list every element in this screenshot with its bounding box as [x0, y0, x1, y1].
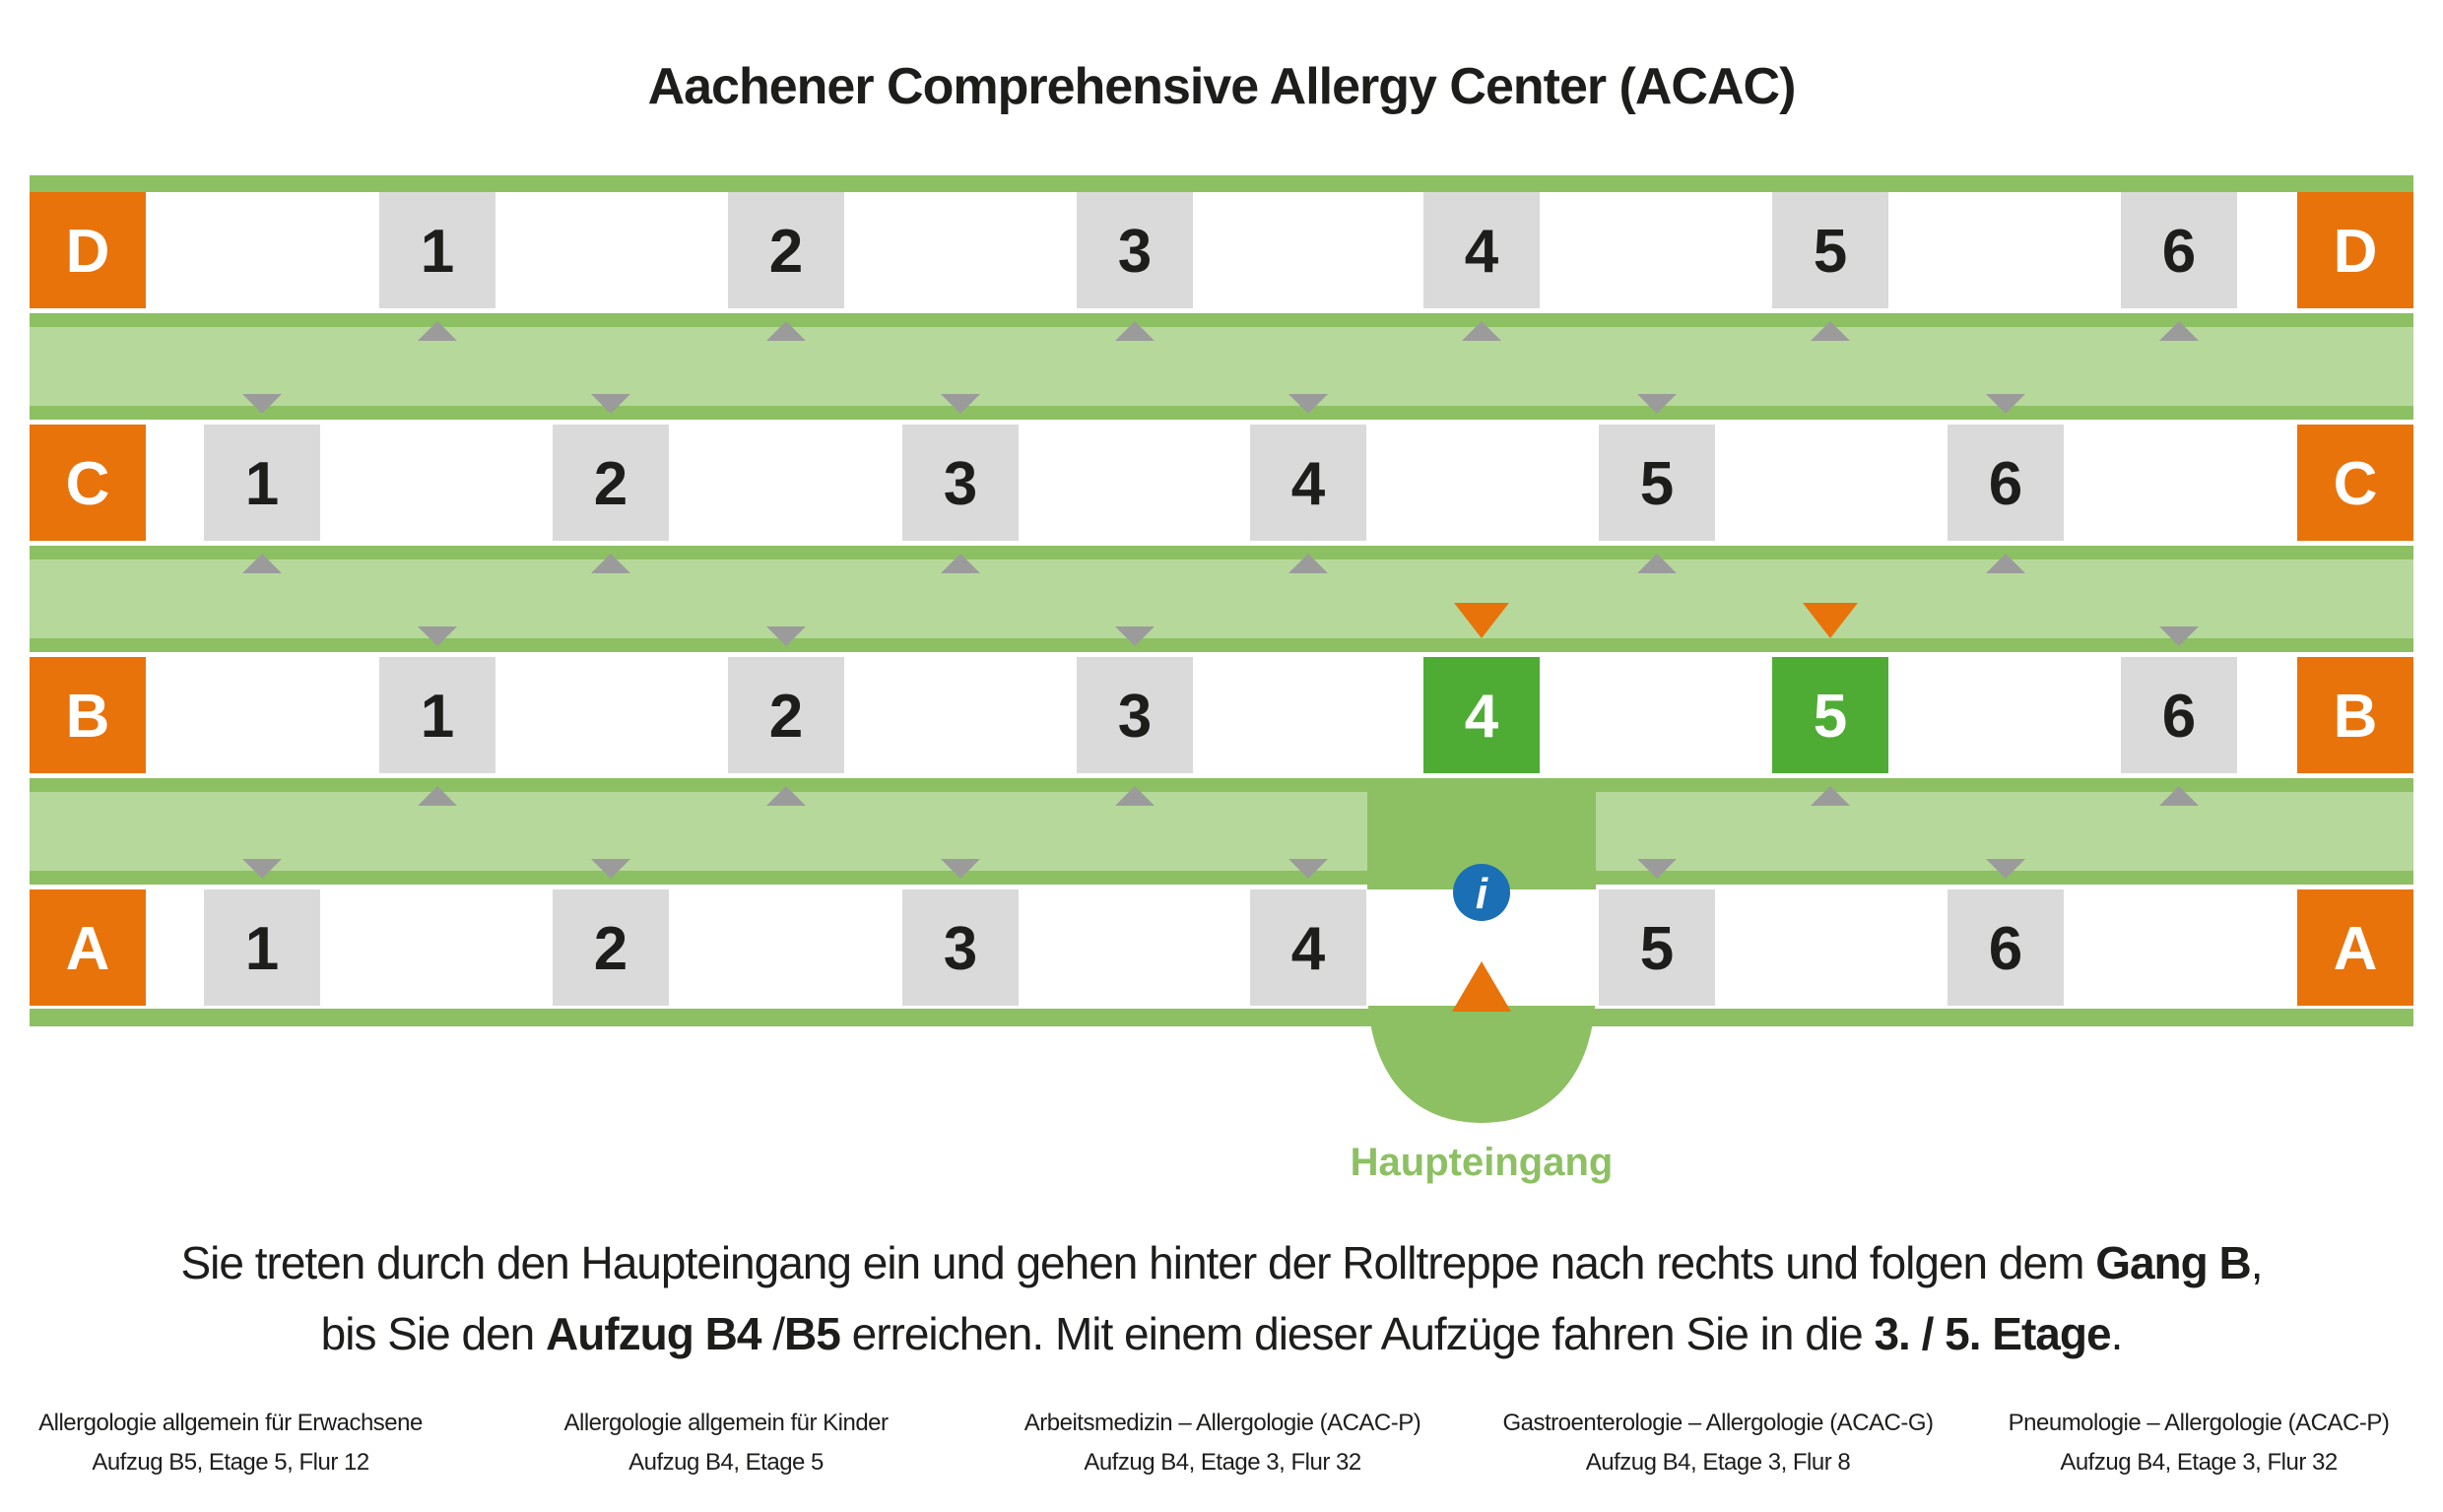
band-c-b [30, 554, 2413, 646]
separator-line [30, 406, 2413, 420]
elevator-number: 3 [1117, 683, 1153, 751]
department-location: Aufzug B4, Etage 3, Flur 32 [1084, 1449, 1361, 1476]
elevator-a5[interactable] [1599, 889, 1715, 1006]
department-name: Allergologie allgemein für Erwachsene [38, 1410, 423, 1436]
elevator-number: 1 [244, 450, 280, 518]
separator-line [30, 778, 2413, 792]
elevator-c5[interactable] [1599, 425, 1715, 541]
elevator-number: 2 [593, 915, 628, 983]
corridor-letter: D [2333, 218, 2378, 286]
map-border-bottom [30, 1009, 2413, 1026]
corridor-letter: A [2333, 915, 2378, 983]
department-location: Aufzug B4, Etage 3, Flur 32 [2060, 1449, 2338, 1476]
elevator-b5[interactable] [1772, 657, 1888, 773]
department-entry [490, 1404, 962, 1482]
elevator-number: 2 [768, 218, 804, 286]
corridor-letter: A [65, 915, 110, 983]
instruction-text: Sie treten durch den Haupteingang ein und gehen hinter der Rolltreppe nach rechts und folgen dem [180, 1237, 2096, 1288]
band-b-a [30, 786, 2413, 879]
band-d-c [30, 321, 2413, 414]
info-icon-glyph: i [1475, 870, 1488, 918]
department-location: Aufzug B4, Etage 3, Flur 8 [1585, 1449, 1851, 1476]
instruction-highlight: 3. / 5. Etage [1874, 1308, 2111, 1359]
instruction-line-2 [0, 1307, 2443, 1360]
info-icon[interactable] [1453, 864, 1510, 921]
corridor-label-a [30, 889, 146, 1006]
corridor-label-d [30, 192, 146, 308]
corridor-label-b [30, 657, 146, 773]
elevator-number: 1 [244, 915, 280, 983]
instruction-highlight: B5 [784, 1308, 840, 1359]
elevator-number: 4 [1290, 915, 1326, 983]
elevator-a2[interactable] [553, 889, 669, 1006]
corridor-letter: B [65, 683, 110, 751]
department-entry [1482, 1404, 1954, 1482]
corridor-label-c [30, 425, 146, 541]
elevator-number: 2 [768, 683, 804, 751]
elevator-d2[interactable] [728, 192, 844, 308]
elevator-number: 5 [1639, 915, 1675, 983]
elevator-c4[interactable] [1250, 425, 1366, 541]
department-name: Pneumologie – Allergologie (ACAC-P) [2008, 1410, 2390, 1436]
map-border-top [30, 175, 2413, 193]
department-name: Gastroenterologie – Allergologie (ACAC-G) [1502, 1410, 1934, 1436]
department-name: Arbeitsmedizin – Allergologie (ACAC-P) [1023, 1410, 1421, 1436]
elevator-a3[interactable] [902, 889, 1019, 1006]
elevator-a6[interactable] [1948, 889, 2064, 1006]
elevator-d1[interactable] [379, 192, 495, 308]
elevator-b6[interactable] [2121, 657, 2237, 773]
separator-line [30, 638, 2413, 652]
elevator-number: 4 [1464, 218, 1499, 286]
instruction-text: / [760, 1308, 785, 1359]
elevator-b1[interactable] [379, 657, 495, 773]
elevator-number: 5 [1639, 450, 1675, 518]
elevator-number: 5 [1813, 683, 1848, 751]
instruction-line-1 [0, 1236, 2443, 1289]
corridor-letter: D [65, 218, 110, 286]
elevator-c3[interactable] [902, 425, 1019, 541]
elevator-number: 1 [420, 683, 455, 751]
separator-line [30, 871, 2413, 885]
elevator-number: 2 [593, 450, 628, 518]
separator-line [30, 313, 2413, 327]
elevator-number: 3 [1117, 218, 1153, 286]
elevator-number: 3 [943, 450, 978, 518]
elevator-d5[interactable] [1772, 192, 1888, 308]
separator-line [30, 546, 2413, 559]
elevator-b3[interactable] [1077, 657, 1193, 773]
corridor-letter: B [2333, 683, 2378, 751]
corridor-letter: C [2333, 450, 2378, 518]
elevator-number: 6 [1988, 915, 2023, 983]
department-location: Aufzug B4, Etage 5 [628, 1449, 824, 1476]
page-title: Aachener Comprehensive Allergy Center (ACAC) [647, 58, 1796, 115]
department-name: Allergologie allgemein für Kinder [563, 1410, 889, 1436]
elevator-d4[interactable] [1423, 192, 1540, 308]
elevator-b2[interactable] [728, 657, 844, 773]
entrance-label: Haupteingang [1350, 1141, 1614, 1184]
elevator-d6[interactable] [2121, 192, 2237, 308]
instruction-highlight: Gang B [2095, 1237, 2251, 1288]
corridor-label-b [2297, 657, 2413, 773]
instruction-text: erreichen. Mit einem dieser Aufzüge fahren Sie in die [839, 1308, 1875, 1359]
elevator-a1[interactable] [204, 889, 320, 1006]
corridor-label-d [2297, 192, 2413, 308]
elevator-d3[interactable] [1077, 192, 1193, 308]
elevator-number: 3 [943, 915, 978, 983]
elevator-b4[interactable] [1423, 657, 1540, 773]
department-entry [1962, 1404, 2435, 1482]
department-location: Aufzug B5, Etage 5, Flur 12 [92, 1449, 369, 1476]
elevator-a4[interactable] [1250, 889, 1366, 1006]
elevator-number: 6 [2161, 683, 2197, 751]
instruction-highlight: Aufzug B4 [546, 1308, 761, 1359]
elevator-number: 5 [1813, 218, 1848, 286]
elevator-number: 4 [1464, 683, 1499, 751]
elevator-number: 4 [1290, 450, 1326, 518]
elevator-number: 1 [420, 218, 455, 286]
instruction-text: . [2110, 1308, 2123, 1359]
instruction-text: bis Sie den [320, 1308, 547, 1359]
instruction-text: , [2250, 1237, 2263, 1288]
department-entry [0, 1404, 467, 1482]
department-entry [986, 1404, 1459, 1482]
elevator-number: 6 [2161, 218, 2197, 286]
corridor-label-a [2297, 889, 2413, 1006]
corridor-label-c [2297, 425, 2413, 541]
elevator-number: 6 [1988, 450, 2023, 518]
elevator-c2[interactable] [553, 425, 669, 541]
elevator-c1[interactable] [204, 425, 320, 541]
corridor-letter: C [65, 450, 110, 518]
elevator-c6[interactable] [1948, 425, 2064, 541]
